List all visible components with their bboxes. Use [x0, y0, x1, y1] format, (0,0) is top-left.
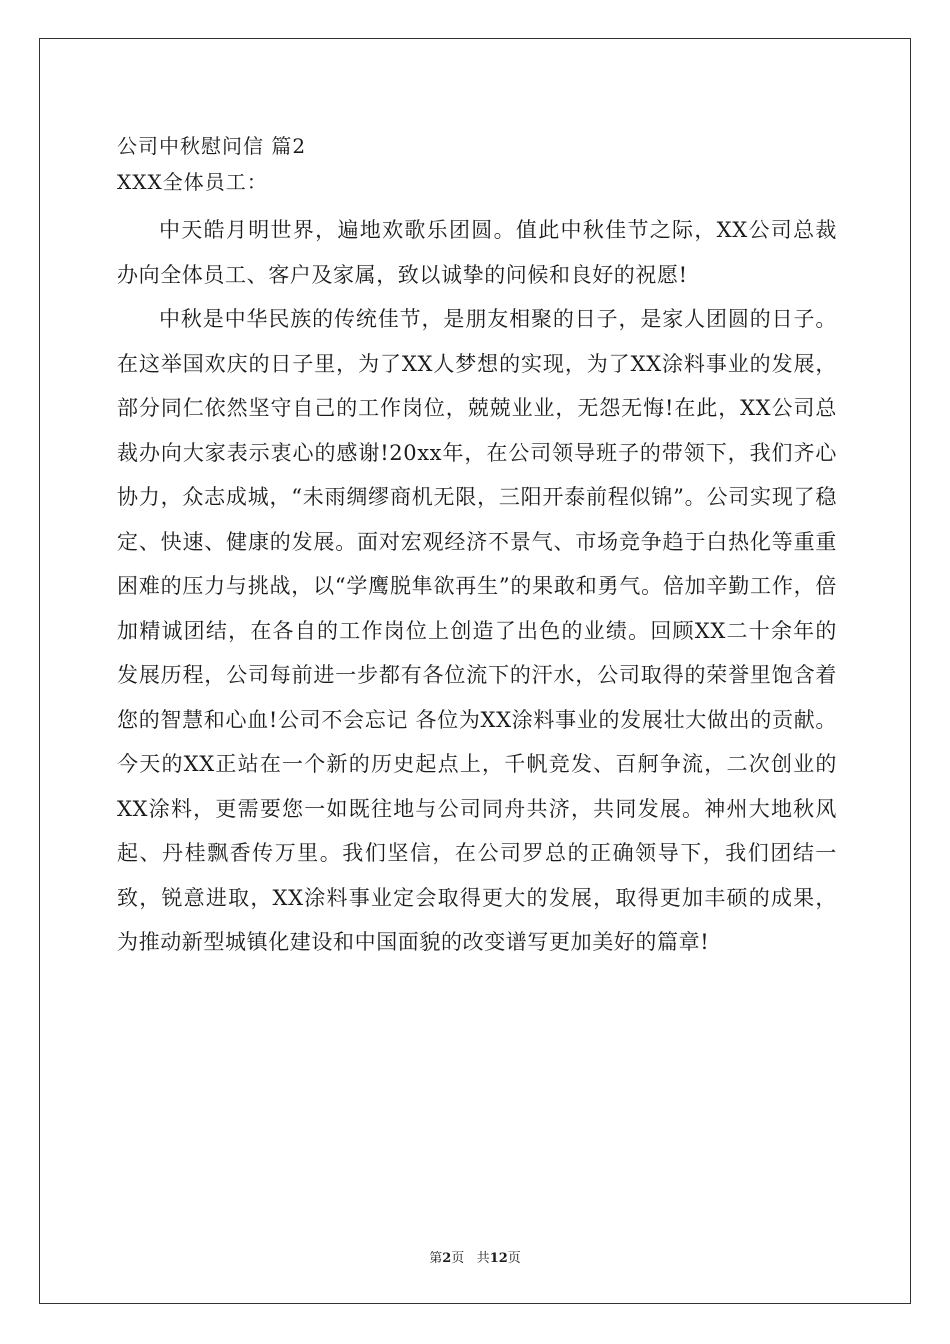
total-pages-number: 12	[489, 1251, 508, 1266]
salutation: XXX全体员工：	[117, 170, 268, 194]
letter-body	[117, 128, 837, 965]
paragraph-main: 中秋是中华民族的传统佳节，是朋友相聚的日子，是家人团圆的日子。在这举国欢庆的日子里，为了XX人梦想的实现，为了XX涂料事业的发展，部分同仁依然坚守自己的工作岗位，兢兢业业，无怨无悔!在此，XX公司总裁办向大家表示衷心的感谢!20xx年，在公司领导班子的带领下，我们齐心协力，众志成城，“未雨绸缪商机无限，三阳开泰前程似锦”。公司实现了稳定、快速、健康的发展。面对宏观经济不景气、市场竞争趋于白热化等重重困难的压力与挑战，以“学鹰脱隼欲再生”的果敢和勇气。倍加辛勤工作，倍加精诚团结，在各自的工作岗位上创造了出色的业绩。回顾XX二十余年的发展历程，公司每前进一步都有各位流下的汗水，公司取得的荣誉里饱含着您的智慧和心血!公司不会忘记 各位为XX涂料事业的发展壮大做出的贡献。今天的XX正站在一个新的历史起点上，千帆竞发、百舸争流，二次创业的XX涂料，更需要您一如既往地与公司同舟共济，共同发展。神州大地秋风起、丹桂飘香传万里。我们坚信，在公司罗总的正确领导下，我们团结一致，锐意进取，XX涂料事业定会取得更大的发展，取得更加丰硕的成果，为推动新型城镇化建设和中国面貌的改变谱写更加美好的篇章!	[117, 307, 837, 954]
total-suffix: 页	[507, 1251, 521, 1266]
page-footer	[0, 1247, 950, 1266]
document-title: 公司中秋慰问信 篇2	[117, 134, 307, 158]
paragraph-greeting: 中天皓月明世界，遍地欢歌乐团圆。值此中秋佳节之际，XX公司总裁办向全体员工、客户及家属，致以诚挚的问候和良好的祝愿!	[117, 218, 837, 287]
total-prefix: 共	[476, 1251, 490, 1266]
page-suffix: 页	[451, 1251, 465, 1266]
page-prefix: 第	[429, 1251, 443, 1266]
current-page-number: 2	[442, 1251, 452, 1266]
